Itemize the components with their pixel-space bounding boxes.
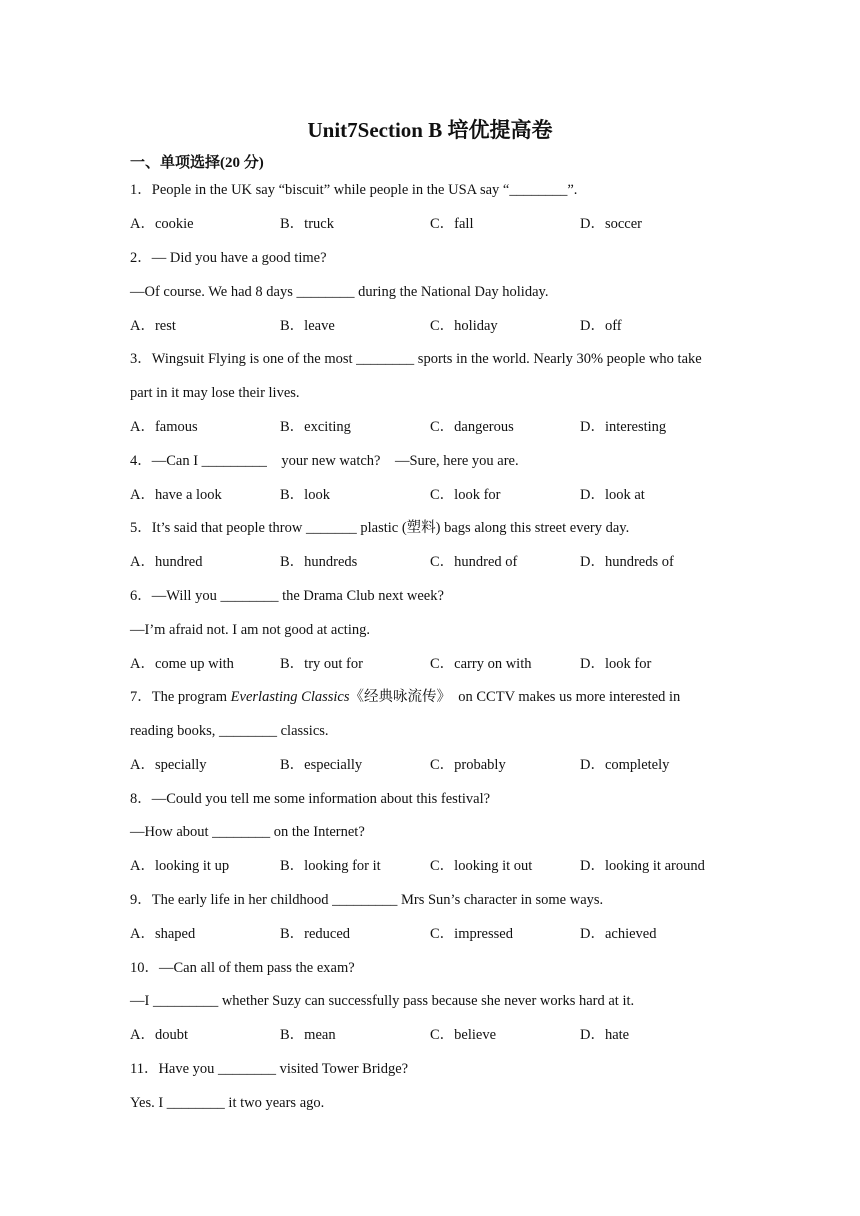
option-d: D．looking it around (580, 858, 705, 874)
option-c: C．fall (430, 216, 474, 232)
option-d: D．look for (580, 656, 652, 672)
option-a: A．hundred (130, 554, 203, 570)
question-7-stem-pre: 7．The program (130, 689, 231, 705)
option-c: C．dangerous (430, 419, 514, 435)
option-d: D．look at (580, 487, 645, 503)
option-d: D．soccer (580, 216, 643, 232)
option-a: A．rest (130, 318, 176, 334)
question-6-stem-line2: —I’m afraid not. I am not good at acting. (130, 622, 370, 638)
question-7-stem-post: 《经典咏流传》 on CCTV makes us more interested in (349, 689, 681, 705)
question-1-stem: 1．People in the UK say “biscuit” while people in the USA say “________”. (130, 182, 578, 198)
question-11-stem-line2: Yes. I ________ it two years ago. (130, 1095, 325, 1111)
question-3-options (130, 418, 750, 436)
option-d: D．interesting (580, 419, 667, 435)
question-4-options (130, 486, 750, 504)
question-10-stem: 10．—Can all of them pass the exam? (130, 960, 355, 976)
question-2-stem-line2: —Of course. We had 8 days ________ during the National Day holiday. (130, 284, 549, 300)
question-5-stem: 5．It’s said that people throw _______ plastic (塑料) bags along this street every day. (130, 520, 630, 536)
option-d: D．hundreds of (580, 554, 674, 570)
question-3-stem: 3．Wingsuit Flying is one of the most ________ sports in the world. Nearly 30% people who take (130, 351, 702, 367)
question-7-stem (130, 688, 680, 706)
question-9-stem: 9．The early life in her childhood _________ Mrs Sun’s character in some ways. (130, 892, 604, 908)
option-a: A．have a look (130, 487, 222, 503)
question-8-stem-line2: —How about ________ on the Internet? (130, 824, 365, 840)
question-8-stem: 8．—Could you tell me some information about this festival? (130, 791, 491, 807)
option-c: C．hundred of (430, 554, 518, 570)
page-title: Unit7Section B 培优提高卷 (307, 118, 553, 142)
option-b: B．try out for (280, 656, 363, 672)
option-c: C．believe (430, 1027, 497, 1043)
option-c: C．impressed (430, 926, 513, 942)
option-b: B．looking for it (280, 858, 381, 874)
question-10-options (130, 1026, 750, 1044)
option-c: C．holiday (430, 318, 498, 334)
option-b: B．especially (280, 757, 363, 773)
question-3-stem-line2: part in it may lose their lives. (130, 385, 300, 401)
option-d: D．hate (580, 1027, 630, 1043)
option-a: A．looking it up (130, 858, 230, 874)
section-heading: 一、单项选择(20 分) (130, 155, 264, 171)
question-10-stem-line2: —I _________ whether Suzy can successfully pass because she never works hard at it. (130, 993, 635, 1009)
option-b: B．truck (280, 216, 334, 232)
question-5-options (130, 553, 750, 571)
question-7-options (130, 756, 750, 774)
question-2-options (130, 317, 750, 335)
question-6-stem: 6．—Will you ________ the Drama Club next week? (130, 588, 444, 604)
option-a: A．famous (130, 419, 198, 435)
option-b: B．reduced (280, 926, 351, 942)
option-c: C．probably (430, 757, 506, 773)
option-b: B．mean (280, 1027, 336, 1043)
option-c: C．looking it out (430, 858, 533, 874)
question-11-stem: 11．Have you ________ visited Tower Bridge? (130, 1061, 409, 1077)
option-b: B．exciting (280, 419, 351, 435)
option-d: D．achieved (580, 926, 657, 942)
program-name: Everlasting Classics (230, 689, 350, 705)
option-a: A．specially (130, 757, 207, 773)
option-a: A．shaped (130, 926, 196, 942)
option-a: A．doubt (130, 1027, 188, 1043)
question-4-stem: 4．—Can I _________ your new watch? —Sure, here you are. (130, 453, 519, 469)
option-a: A．come up with (130, 656, 234, 672)
question-8-options (130, 857, 750, 875)
option-d: D．off (580, 318, 622, 334)
option-c: C．carry on with (430, 656, 532, 672)
option-a: A．cookie (130, 216, 194, 232)
option-c: C．look for (430, 487, 501, 503)
question-7-stem-line2: reading books, ________ classics. (130, 723, 329, 739)
question-2-stem: 2．— Did you have a good time? (130, 250, 327, 266)
question-6-options (130, 655, 750, 673)
question-1-options (130, 215, 750, 233)
option-d: D．completely (580, 757, 670, 773)
question-9-options (130, 925, 750, 943)
option-b: B．leave (280, 318, 335, 334)
option-b: B．hundreds (280, 554, 358, 570)
option-b: B．look (280, 487, 330, 503)
